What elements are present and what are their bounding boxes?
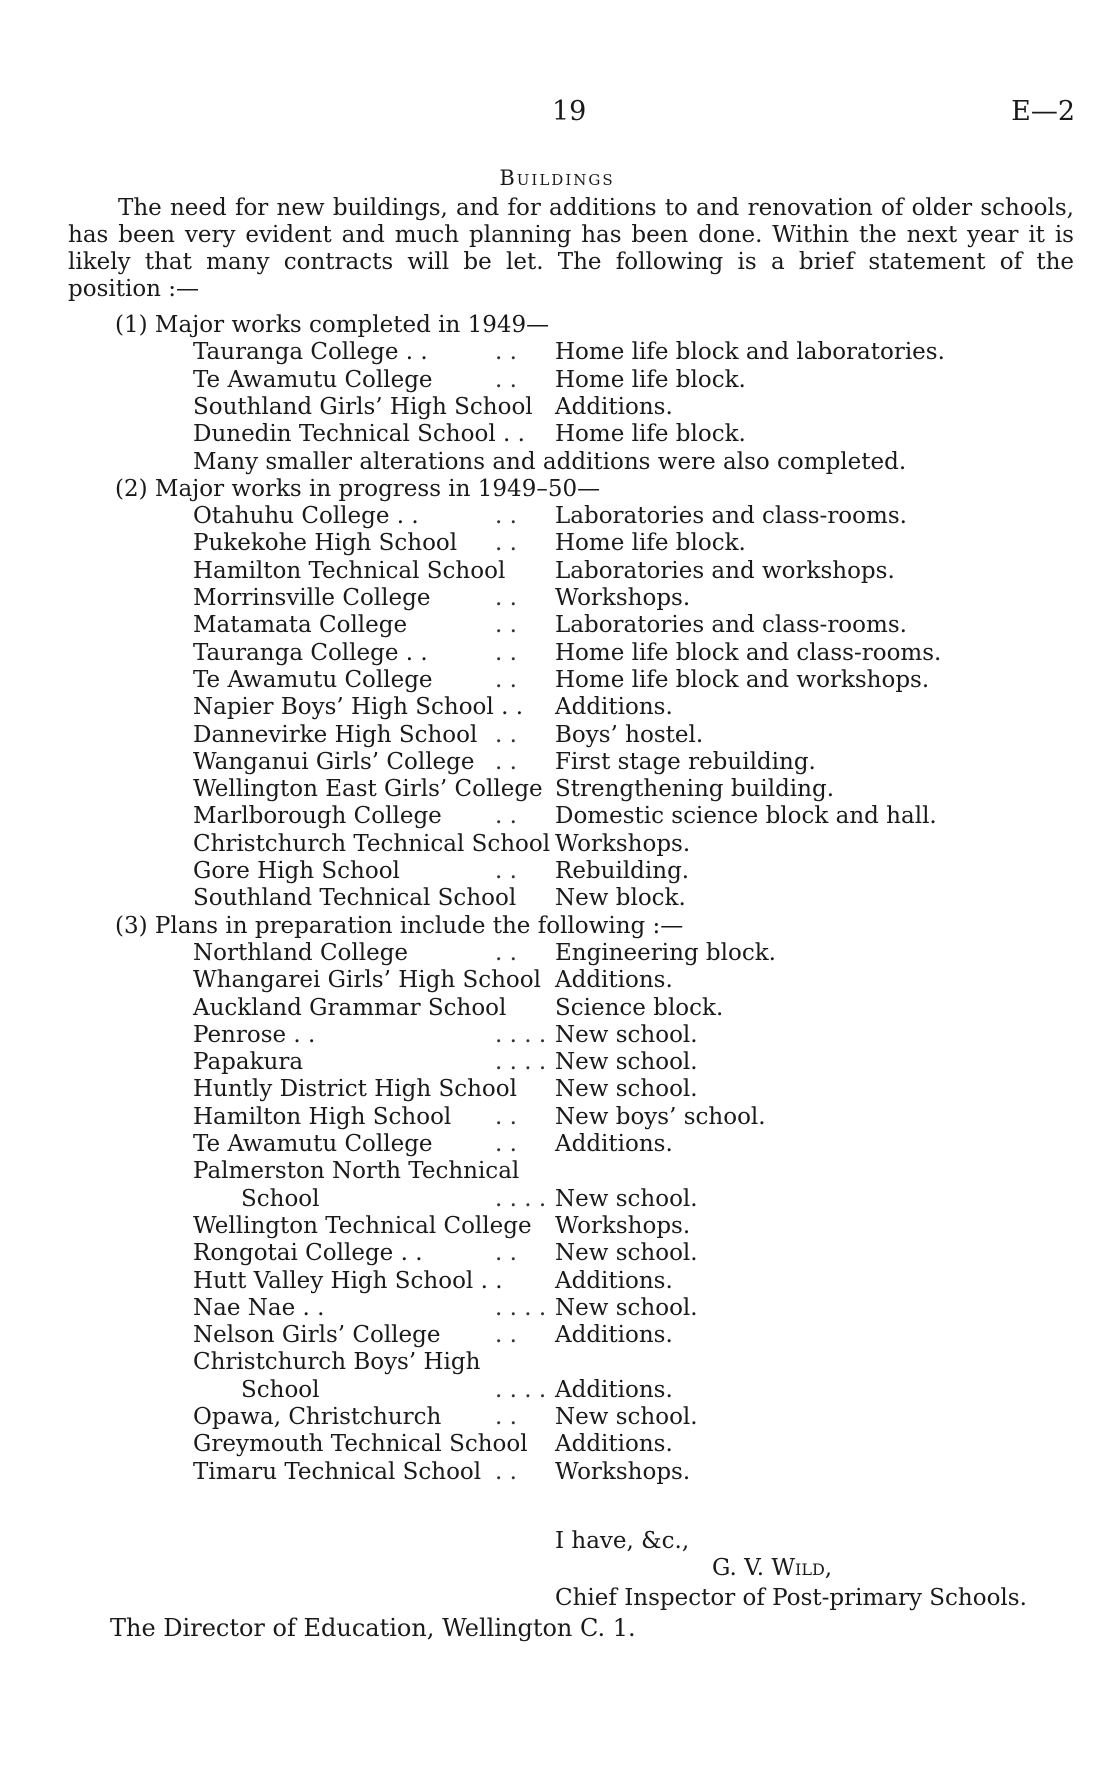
document-reference: E—2 bbox=[1011, 96, 1075, 127]
work-description: New school. bbox=[555, 1404, 698, 1430]
leader-dots: . . bbox=[495, 585, 517, 611]
school-name: Dannevirke High School bbox=[193, 721, 478, 748]
completed-section-title: (1) Major works completed in 1949— bbox=[115, 312, 550, 338]
leader-dots: . . bbox=[495, 721, 517, 748]
leader-dots: . . . . bbox=[495, 1185, 547, 1212]
signer-title: Chief Inspector of Post-primary Schools. bbox=[555, 1585, 1027, 1611]
school-name: Wellington Technical College bbox=[193, 1212, 532, 1239]
leader-dots: . . bbox=[495, 612, 517, 639]
school-name: School bbox=[241, 1376, 320, 1403]
school-name: School bbox=[241, 1185, 320, 1212]
school-name: Rongotai College . . bbox=[193, 1240, 423, 1267]
school-name: Otahuhu College . . bbox=[193, 503, 419, 530]
school-name: Hutt Valley High School . . bbox=[193, 1267, 503, 1294]
addressee: The Director of Education, Wellington C. 1. bbox=[110, 1614, 636, 1642]
work-description: Additions. bbox=[555, 1267, 673, 1294]
school-name: Northland College bbox=[193, 939, 409, 966]
school-name: Auckland Grammar School bbox=[193, 994, 507, 1021]
leader-dots: . . bbox=[495, 1131, 517, 1157]
leader-dots: . . . . bbox=[495, 1049, 547, 1076]
school-name: Huntly District High School bbox=[193, 1076, 517, 1103]
school-name: Te Awamutu College bbox=[193, 666, 433, 693]
salutation: I have, &c., bbox=[555, 1528, 690, 1554]
plans-section-title: (3) Plans in preparation include the following :— bbox=[115, 912, 684, 939]
work-description: Workshops. bbox=[555, 1458, 691, 1485]
leader-dots: . . bbox=[495, 1322, 517, 1349]
school-name: Gore High School bbox=[193, 858, 400, 884]
page-number: 19 bbox=[552, 96, 587, 127]
work-description: Home life block. bbox=[555, 530, 746, 557]
work-description: First stage rebuilding. bbox=[555, 748, 816, 775]
work-description: New school. bbox=[555, 1021, 698, 1048]
leader-dots: . . bbox=[495, 939, 517, 966]
school-name: Christchurch Boys’ High bbox=[193, 1349, 481, 1376]
work-description: Laboratories and class-rooms. bbox=[555, 503, 907, 530]
progress-section-title: (2) Major works in progress in 1949–50— bbox=[115, 475, 601, 502]
school-name: Palmerston North Technical bbox=[193, 1158, 520, 1185]
school-name: Timaru Technical School bbox=[193, 1458, 482, 1485]
intro-paragraph: The need for new buildings, and for additions to and renovation of older schools, has been very evident and much planning has been done. Within the next year it is likely that many contracts will be let. The following is a brief statement of the position :— bbox=[68, 195, 1074, 302]
work-description: Additions. bbox=[555, 694, 673, 721]
school-name: Pukekohe High School bbox=[193, 530, 458, 557]
work-description: Additions. bbox=[555, 1376, 673, 1403]
leader-dots: . . bbox=[495, 1404, 517, 1430]
school-name: Tauranga College . . bbox=[193, 339, 428, 366]
work-description: Laboratories and class-rooms. bbox=[555, 612, 907, 639]
school-name: Wellington East Girls’ College bbox=[193, 776, 543, 803]
work-description: Additions. bbox=[555, 967, 673, 994]
work-description: Additions. bbox=[555, 1431, 673, 1458]
school-name: Te Awamutu College bbox=[193, 366, 433, 393]
work-description: Home life block. bbox=[555, 366, 746, 393]
school-name: Hamilton Technical School bbox=[193, 557, 506, 584]
work-description: New school. bbox=[555, 1294, 698, 1321]
school-name: Wanganui Girls’ College bbox=[193, 748, 475, 775]
leader-dots: . . bbox=[495, 803, 517, 830]
school-name: Tauranga College . . bbox=[193, 639, 428, 666]
work-description: Home life block and laboratories. bbox=[555, 339, 945, 366]
work-description: Additions. bbox=[555, 1322, 673, 1349]
work-description: Home life block and class-rooms. bbox=[555, 639, 942, 666]
leader-dots: . . bbox=[495, 366, 517, 393]
leader-dots: . . bbox=[495, 639, 517, 666]
leader-dots: . . bbox=[495, 1458, 517, 1485]
leader-dots: . . bbox=[495, 503, 517, 530]
work-description: New school. bbox=[555, 1185, 698, 1212]
school-name: Southland Girls’ High School bbox=[193, 393, 533, 420]
work-description: Workshops. bbox=[555, 1212, 691, 1239]
work-description: Additions. bbox=[555, 393, 673, 420]
school-name: Napier Boys’ High School . . bbox=[193, 694, 524, 721]
work-description: Home life block and workshops. bbox=[555, 666, 930, 693]
signer-name: G. V. Wild, bbox=[712, 1555, 833, 1581]
work-description: Domestic science block and hall. bbox=[555, 803, 937, 830]
school-name: Southland Technical School bbox=[193, 885, 517, 912]
leader-dots: . . bbox=[495, 748, 517, 775]
work-description: New school. bbox=[555, 1240, 698, 1267]
work-description: New boys’ school. bbox=[555, 1103, 766, 1130]
school-name: Dunedin Technical School . . bbox=[193, 421, 525, 448]
school-name: Christchurch Technical School bbox=[193, 830, 551, 857]
work-description: Strengthening building. bbox=[555, 776, 834, 803]
school-name: Greymouth Technical School bbox=[193, 1431, 528, 1458]
leader-dots: . . bbox=[495, 1240, 517, 1267]
work-description: Boys’ hostel. bbox=[555, 721, 704, 748]
leader-dots: . . bbox=[495, 530, 517, 557]
school-name: Marlborough College bbox=[193, 803, 442, 830]
leader-dots: . . bbox=[495, 858, 517, 884]
section-note: Many smaller alterations and additions were also completed. bbox=[193, 448, 907, 475]
leader-dots: . . bbox=[495, 1103, 517, 1130]
leader-dots: . . bbox=[495, 339, 517, 366]
work-description: New block. bbox=[555, 885, 686, 912]
school-name: Nae Nae . . bbox=[193, 1294, 325, 1321]
school-name: Papakura bbox=[193, 1049, 304, 1076]
work-description: Additions. bbox=[555, 1131, 673, 1157]
school-name: Matamata College bbox=[193, 612, 408, 639]
work-description: Workshops. bbox=[555, 585, 691, 611]
work-description: New school. bbox=[555, 1076, 698, 1103]
school-name: Whangarei Girls’ High School bbox=[193, 967, 541, 994]
work-description: Laboratories and workshops. bbox=[555, 557, 895, 584]
school-name: Te Awamutu College bbox=[193, 1131, 433, 1157]
leader-dots: . . . . bbox=[495, 1294, 547, 1321]
leader-dots: . . bbox=[495, 666, 517, 693]
work-description: New school. bbox=[555, 1049, 698, 1076]
work-description: Science block. bbox=[555, 994, 724, 1021]
leader-dots: . . . . bbox=[495, 1021, 547, 1048]
leader-dots: . . . . bbox=[495, 1376, 547, 1403]
section-heading: Buildings bbox=[499, 166, 615, 190]
school-name: Penrose . . bbox=[193, 1021, 316, 1048]
work-description: Engineering block. bbox=[555, 939, 776, 966]
school-name: Nelson Girls’ College bbox=[193, 1322, 441, 1349]
school-name: Hamilton High School bbox=[193, 1103, 452, 1130]
school-name: Opawa, Christchurch bbox=[193, 1404, 442, 1430]
work-description: Workshops. bbox=[555, 830, 691, 857]
work-description: Home life block. bbox=[555, 421, 746, 448]
work-description: Rebuilding. bbox=[555, 858, 690, 884]
school-name: Morrinsville College bbox=[193, 585, 431, 611]
